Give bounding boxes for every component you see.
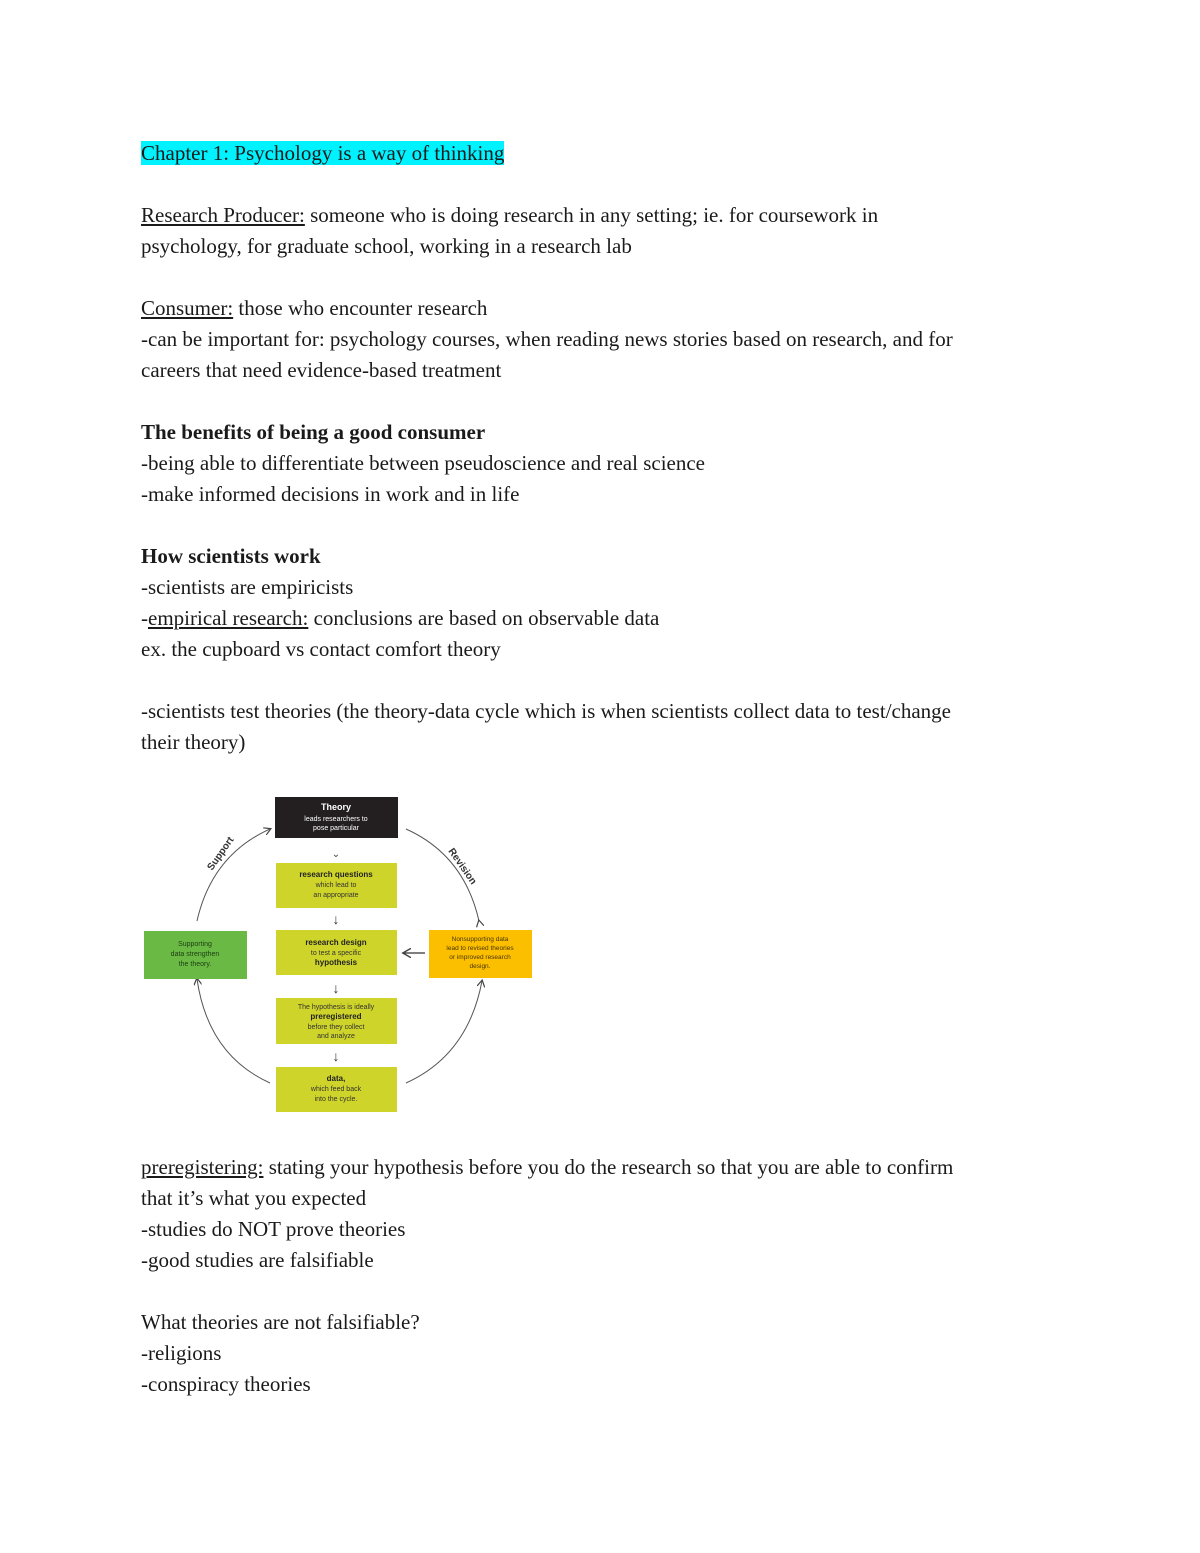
producer-line-2: psychology, for graduate school, working in a research lab: [141, 234, 632, 258]
producer-def-1: someone who is doing research in any setting; ie. for coursework in: [304, 203, 879, 227]
how-item-1: -scientists are empiricists: [141, 575, 354, 599]
down-arrow-icon: ↓: [332, 913, 340, 928]
consumer-term: Consumer:: [141, 296, 234, 320]
prereg-sub-2: and analyze: [317, 1033, 355, 1040]
supporting-line-1: Supporting: [178, 941, 212, 948]
theory-sub-2: pose particular: [313, 825, 359, 832]
prereg-line-1: The hypothesis is ideally: [297, 1004, 375, 1011]
theory-sub-1: leads researchers to: [304, 816, 368, 823]
design-sub-1: to test a specific: [310, 950, 362, 957]
how-item-4-line-2: their theory): [141, 730, 246, 754]
nonsupp-line-2: lead to revised theories: [446, 945, 514, 952]
revision-label: Revision: [445, 846, 479, 887]
document-body-continued: [141, 1152, 1071, 1400]
theory-title: Theory: [320, 802, 352, 812]
producer-line-1: [141, 200, 1071, 231]
falsifiable-item-2: -conspiracy theories: [141, 1372, 311, 1396]
theory-data-cycle-diagram: [142, 793, 537, 1115]
prereg-line-1: [141, 1152, 1071, 1183]
chapter-heading: [141, 138, 1071, 169]
consumer-def: those who encounter research: [233, 296, 488, 320]
design-sub-2: hypothesis: [314, 958, 358, 967]
data-title: data,: [326, 1074, 346, 1083]
down-arrow-icon: ↓: [332, 982, 340, 997]
prereg-title: preregistered: [310, 1012, 362, 1021]
chevron-down-icon: ⌄: [331, 849, 341, 860]
nonsupp-line-1: Nonsupporting data: [451, 936, 509, 943]
producer-term: Research Producer:: [141, 203, 305, 227]
preregistering-term: preregistering:: [141, 1155, 264, 1179]
empirical-research-term: empirical research:: [148, 606, 309, 630]
revision-arc-bottom: [406, 981, 482, 1083]
consumer-line-2: -can be important for: psychology courses, when reading news stories based on research, and for: [141, 327, 953, 351]
prereg-item-2: -good studies are falsifiable: [141, 1248, 374, 1272]
falsifiable-question: What theories are not falsifiable?: [141, 1310, 420, 1334]
rq-title: research questions: [299, 870, 373, 879]
support-label: Support: [205, 835, 237, 873]
benefits-item-2: -make informed decisions in work and in life: [141, 482, 520, 506]
how-item-2-prefix: -: [141, 606, 148, 630]
heading-highlight: Chapter 1: Psychology is a way of thinking: [141, 141, 505, 165]
how-item-3: ex. the cupboard vs contact comfort theory: [141, 637, 501, 661]
rq-sub-1: which lead to: [315, 882, 357, 889]
document-body: [141, 138, 1071, 758]
down-arrow-icon: ↓: [332, 1050, 340, 1065]
how-title: How scientists work: [141, 544, 321, 568]
nonsupp-line-4: design.: [469, 963, 491, 970]
falsifiable-item-1: -religions: [141, 1341, 222, 1365]
consumer-line-1: [141, 293, 1071, 324]
design-title: research design: [305, 938, 367, 947]
prereg-def-1: stating your hypothesis before you do the research so that you are able to confirm: [263, 1155, 954, 1179]
rq-sub-2: an appropriate: [313, 892, 359, 899]
support-arc-bottom: [197, 979, 270, 1083]
how-item-2-rest: conclusions are based on observable data: [308, 606, 660, 630]
data-sub-2: into the cycle.: [314, 1096, 358, 1103]
prereg-line-2: that it’s what you expected: [141, 1186, 367, 1210]
supporting-line-3: the theory.: [178, 961, 212, 968]
data-sub-1: which feed back: [310, 1086, 362, 1093]
how-item-4-line-1: -scientists test theories (the theory-data cycle which is when scientists collect data to test/change: [141, 699, 951, 723]
supporting-line-2: data strengthen: [170, 951, 220, 958]
benefits-title: The benefits of being a good consumer: [141, 420, 486, 444]
benefits-item-1: -being able to differentiate between pseudoscience and real science: [141, 451, 706, 475]
prereg-item-1: -studies do NOT prove theories: [141, 1217, 406, 1241]
prereg-sub-1: before they collect: [307, 1024, 365, 1031]
nonsupp-line-3: or improved research: [449, 954, 511, 961]
how-item-2: [141, 603, 1071, 634]
consumer-line-3: careers that need evidence-based treatment: [141, 358, 502, 382]
